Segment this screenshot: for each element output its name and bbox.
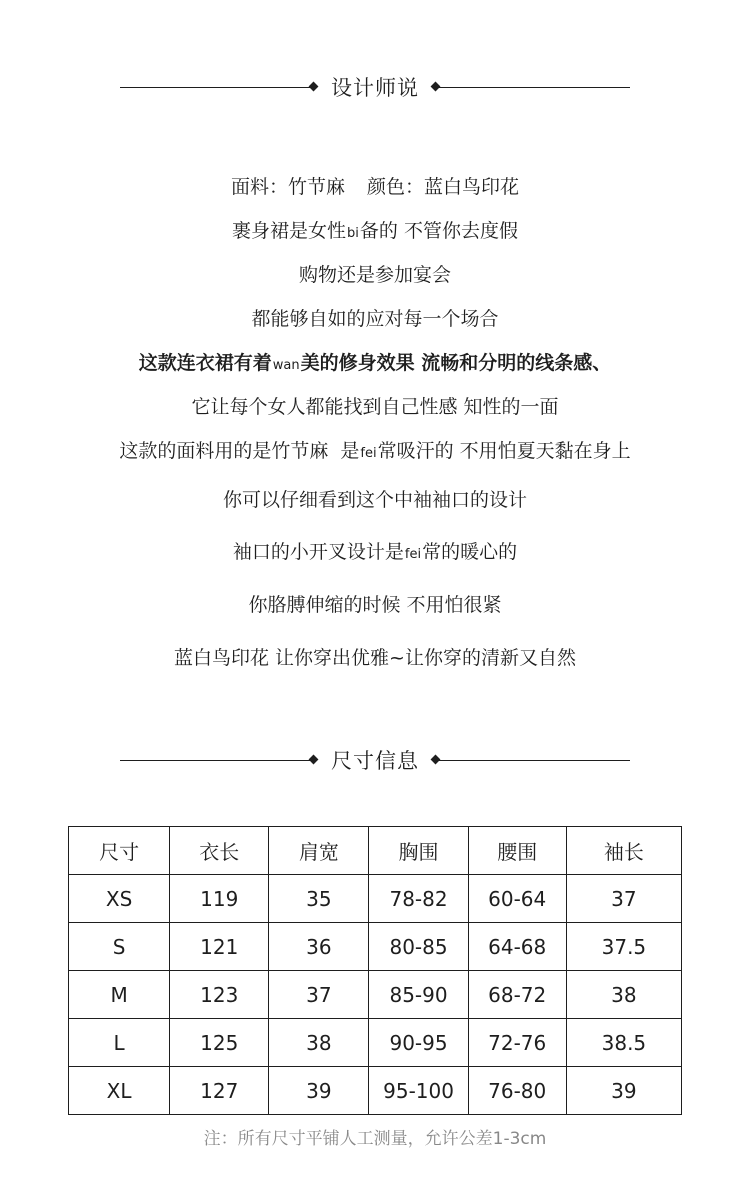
table-header-row (69, 827, 682, 875)
table-cell: 39 (566, 1067, 681, 1115)
fabric-text: 面料：竹节麻 (230, 176, 345, 198)
line-text: 美的修身效果 流畅和分明的线条感、 (300, 352, 612, 374)
line-text: 常吸汗的 不用怕夏天黏在身上 (377, 440, 631, 462)
fabric-color-line (0, 174, 750, 200)
description-line (0, 438, 750, 467)
table-cell: 37 (269, 971, 369, 1019)
description-line: 它让每个女人都能找到自己性感 知性的一面 (191, 396, 559, 418)
line-text: 是 (340, 440, 360, 462)
description-line: 蓝白鸟印花 让你穿出优雅~让你穿的清新又自然 (174, 647, 576, 669)
description-line: 都能够自如的应对每一个场合 (251, 308, 499, 330)
pinyin-text: wan (272, 358, 300, 373)
table-cell: 36 (269, 923, 369, 971)
line-text: 常的暖心的 (422, 541, 518, 563)
description-line (0, 218, 750, 247)
header-cell: 肩宽 (269, 827, 369, 875)
line-text: 这款的面料用的是竹节麻 (119, 440, 329, 462)
section-title: 设计师说 (331, 76, 419, 100)
table-cell: 68-72 (468, 971, 566, 1019)
table-cell: 38 (269, 1019, 369, 1067)
table-row (69, 923, 682, 971)
table-cell: 85-90 (369, 971, 468, 1019)
table-cell: 123 (170, 971, 269, 1019)
pinyin-text: fei (404, 547, 422, 562)
table-cell: 121 (170, 923, 269, 971)
description-line (0, 539, 750, 568)
section-title: 尺寸信息 (331, 749, 419, 773)
header-cell: 袖长 (566, 827, 681, 875)
table-cell: 37.5 (566, 923, 681, 971)
pinyin-text: bi (347, 226, 359, 241)
table-row (69, 971, 682, 1019)
table-cell: 80-85 (369, 923, 468, 971)
line-text: 这款连衣裙有着 (138, 352, 272, 374)
table-cell: 72-76 (468, 1019, 566, 1067)
table-row (69, 1019, 682, 1067)
size-table (68, 826, 682, 1115)
description-line: 购物还是参加宴会 (298, 264, 451, 286)
table-cell: XS (69, 875, 170, 923)
divider-line-right (438, 760, 630, 761)
table-cell: 38.5 (566, 1019, 681, 1067)
table-cell: 35 (269, 875, 369, 923)
size-section-header (0, 741, 750, 781)
table-cell: 127 (170, 1067, 269, 1115)
line-text: 备的 不管你去度假 (359, 220, 518, 242)
description-line-bold (0, 350, 750, 379)
line-text: 袖口的小开叉设计是 (232, 541, 404, 563)
table-cell: L (69, 1019, 170, 1067)
color-text: 颜色：蓝白鸟印花 (367, 176, 520, 198)
table-cell: XL (69, 1067, 170, 1115)
table-row (69, 1067, 682, 1115)
table-cell: 76-80 (468, 1067, 566, 1115)
header-cell: 腰围 (468, 827, 566, 875)
table-cell: 37 (566, 875, 681, 923)
description-line: 你可以仔细看到这个中袖袖口的设计 (222, 489, 527, 511)
description-line: 你胳膊伸缩的时候 不用怕很紧 (248, 594, 502, 616)
header-cell: 胸围 (369, 827, 468, 875)
table-cell: 95-100 (369, 1067, 468, 1115)
table-row (69, 875, 682, 923)
table-cell: 90-95 (369, 1019, 468, 1067)
header-cell: 衣长 (170, 827, 269, 875)
table-cell: 60-64 (468, 875, 566, 923)
divider-line-right (438, 87, 630, 88)
table-cell: S (69, 923, 170, 971)
table-cell: 125 (170, 1019, 269, 1067)
table-cell: 78-82 (369, 875, 468, 923)
pinyin-text: fei (360, 446, 377, 461)
designer-section-header (0, 68, 750, 108)
header-cell: 尺寸 (69, 827, 170, 875)
table-cell: 38 (566, 971, 681, 1019)
table-cell: M (69, 971, 170, 1019)
table-cell: 64-68 (468, 923, 566, 971)
measurement-note: 注：所有尺寸平铺人工测量，允许公差1-3cm (203, 1129, 547, 1149)
line-text: 裹身裙是女性 (232, 220, 347, 242)
table-cell: 119 (170, 875, 269, 923)
table-cell: 39 (269, 1067, 369, 1115)
